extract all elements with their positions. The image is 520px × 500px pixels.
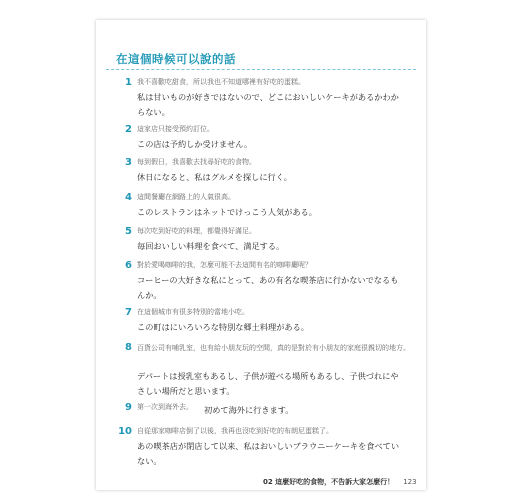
phrase-chinese: 在這個城市有很多特別的當地小吃。 xyxy=(137,308,249,316)
phrase-chinese: 百貨公司有哺乳室，也有給小朋友玩的空間，真的是對於有小朋友的家庭很親切的地方。 xyxy=(137,344,410,352)
phrase-chinese: 我不喜歡吃甜食，所以我也不知道哪裡有好吃的蛋糕。 xyxy=(137,78,305,86)
phrase-number: 7 xyxy=(125,307,132,318)
section-heading: 在這個時候可以說的話 xyxy=(116,52,236,66)
phrase-japanese: 初めて海外に行きます。 xyxy=(204,405,294,415)
phrase-number: 4 xyxy=(125,192,132,203)
phrase-number: 5 xyxy=(125,226,132,237)
phrase-chinese: 第一次到海外去。 xyxy=(137,403,193,411)
page-number: 123 xyxy=(403,478,417,486)
phrase-japanese: デパートは授乳室もあるし、子供が遊べる場所もあるし、子供づれにやさしい場所だと思います。 xyxy=(137,371,399,396)
phrase-number: 2 xyxy=(125,124,132,135)
phrase-number: 6 xyxy=(125,260,132,271)
phrase-japanese: この町はにいろいろな特別な郷土料理がある。 xyxy=(137,322,309,332)
phrase-chinese: 這家店只接受預約訂位。 xyxy=(137,125,214,133)
phrase-japanese: あの喫茶店が閉店して以来、私はおいしいブラウニーケーキを食べていない。 xyxy=(137,441,400,466)
chapter-title: 02 這麼好吃的食物，不告訴大家怎麼行！ xyxy=(263,478,395,486)
page-footer xyxy=(263,477,417,487)
phrase-japanese: この店は予約しか受けません。 xyxy=(137,139,253,149)
phrase-chinese: 自從那家咖啡店倒了以後，我再也沒吃到好吃的布朗尼蛋糕了。 xyxy=(137,427,333,435)
phrase-chinese: 對於愛喝咖啡的我，怎麼可能不去這間有名的咖啡廳呢？ xyxy=(137,261,312,269)
phrase-chinese: 這間餐廳在網路上的人氣很高。 xyxy=(137,193,235,201)
phrase-chinese: 每次吃到好吃的料理，都覺得好滿足。 xyxy=(137,227,256,235)
phrase-japanese: 休日になると、私はグルメを探しに行く。 xyxy=(137,172,292,182)
phrase-number: 8 xyxy=(125,342,132,353)
phrase-number: 9 xyxy=(125,402,132,413)
phrase-number: 1 xyxy=(125,77,132,88)
phrase-japanese: 毎回おいしい料理を食べて、満足する。 xyxy=(137,241,285,251)
phrase-japanese: 私は甘いものが好きではないので、どこにおいしいケーキがあるかわからない。 xyxy=(137,92,399,117)
phrase-japanese: コーヒーの大好きな私にとって、あの有名な喫茶店に行かないでなるもんか。 xyxy=(137,275,399,300)
phrase-number: 3 xyxy=(125,157,132,168)
phrase-number: 10 xyxy=(118,426,132,437)
phrase-japanese: このレストランはネットでけっこう人気がある。 xyxy=(137,207,317,217)
phrase-chinese: 每到假日，我喜歡去找尋好吃的食物。 xyxy=(137,158,256,166)
